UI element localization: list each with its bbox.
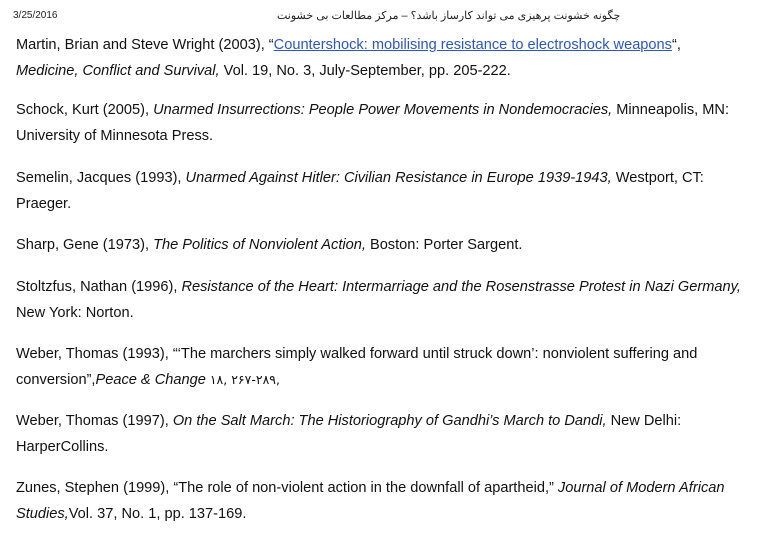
reference-item [16,341,746,393]
reference-author: Weber, Thomas (1993), “‘The marchers simply walked forward until struck down’: nonviolent suffering and conversion”, [16,346,698,388]
reference-publisher: Vol. 19, No. 3, July-September, pp. 205-222. [219,63,511,79]
reference-publisher: ۱۸, ۲۶۷-۲۸۹, [205,372,280,387]
reference-author: Sharp, Gene (1973), [16,237,154,253]
reference-title: Unarmed Insurrections: People Power Movements in Nondemocracies, [153,102,613,118]
reference-publisher: New Delhi: HarperCollins. [16,413,682,455]
reference-item [16,274,746,326]
reference-title: The Politics of Nonviolent Action, [153,237,366,253]
reference-title: On the Salt March: The Historiography of Gandhi’s March to Dandi, [172,413,607,429]
reference-link[interactable]: Countershock: mobilising resistance to electroshock weapons [273,37,672,53]
reference-item [16,232,746,258]
reference-publisher: Westport, CT: Praeger. [16,170,704,212]
reference-author: Semelin, Jacques (1993), [16,170,186,186]
reference-title: Medicine, Conflict and Survival, [16,63,220,79]
reference-publisher: Boston: Porter Sargent. [365,237,523,253]
reference-punct: “, [671,37,681,53]
reference-author: Zunes, Stephen (1999), “The role of non-violent action in the downfall of apartheid,” [16,480,558,496]
reference-author: Martin, Brian and Steve Wright (2003), “ [16,37,274,53]
reference-title: Journal of Modern African Studies, [16,480,725,522]
reference-item [16,408,746,460]
reference-item [16,165,746,217]
reference-item [16,32,746,84]
reference-author: Weber, Thomas (1997), [16,413,173,429]
header-title: چگونه خشونت پرهیزی می تواند کارساز باشد؟ – مرکز مطالعات بی خشونت [277,10,621,22]
reference-publisher: Minneapolis, MN: University of Minnesota Press. [16,102,729,144]
reference-item [16,97,746,149]
reference-author: Stoltzfus, Nathan (1996), [16,279,182,295]
reference-title: Resistance of the Heart: Intermarriage and the Rosenstrasse Protest in Nazi Germany, [181,279,741,295]
reference-publisher: New York: Norton. [16,305,134,321]
reference-title: Peace & Change [95,372,206,388]
reference-title: Unarmed Against Hitler: Civilian Resistance in Europe 1939-1943, [185,170,612,186]
header-date: 3/25/2016 [13,10,58,21]
reference-publisher: Vol. 37, No. 1, pp. 137-169. [68,506,247,522]
reference-item [16,475,746,527]
reference-author: Schock, Kurt (2005), [16,102,154,118]
